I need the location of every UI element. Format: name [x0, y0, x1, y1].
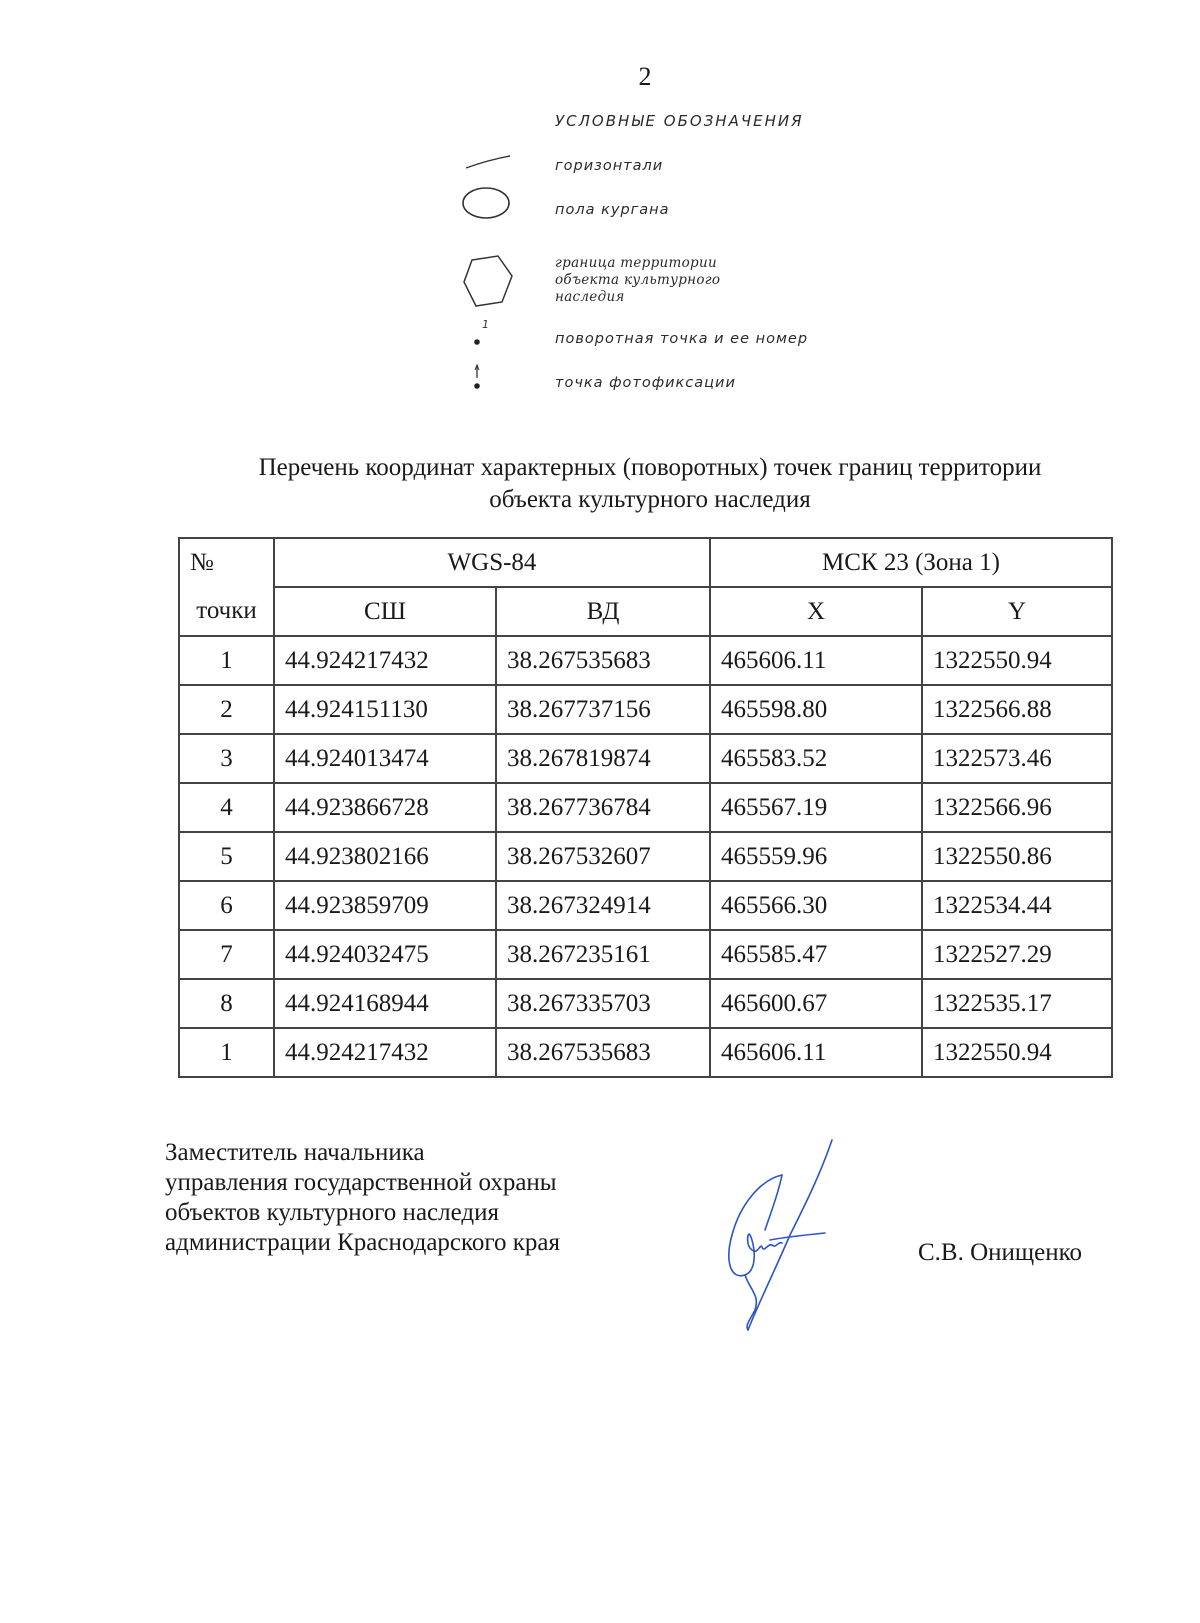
signatory-name: С.В. Онищенко	[918, 1239, 1083, 1266]
lat-cell: 44.924013474	[274, 734, 496, 783]
x-cell: 465606.11	[710, 1028, 922, 1077]
y-cell: 1322550.94	[922, 1028, 1112, 1077]
y-cell: 1322566.96	[922, 783, 1112, 832]
heading-line-2: объекта культурного наследия	[489, 486, 811, 513]
table-header-row-1	[179, 538, 1112, 587]
header-lat: СШ	[274, 587, 496, 636]
point-number-cell: 8	[179, 979, 274, 1028]
lat-cell: 44.924151130	[274, 685, 496, 734]
hexagon-icon	[460, 252, 520, 312]
header-msk23: МСК 23 (Зона 1)	[710, 538, 1112, 587]
point-number-cell: 1	[179, 1028, 274, 1077]
x-cell: 465559.96	[710, 832, 922, 881]
legend-label-contour: горизонтали	[555, 158, 664, 174]
table-row	[179, 1028, 1112, 1077]
table-row	[179, 734, 1112, 783]
point-number-label: 1	[482, 318, 489, 331]
lat-cell: 44.923866728	[274, 783, 496, 832]
table-row	[179, 881, 1112, 930]
table-header-row-2	[179, 587, 1112, 636]
signatory-position-line-3: объектов культурного наследия	[165, 1199, 499, 1226]
point-number-cell: 7	[179, 930, 274, 979]
lon-cell: 38.267819874	[496, 734, 710, 783]
header-x: X	[710, 587, 922, 636]
lon-cell: 38.267335703	[496, 979, 710, 1028]
lat-cell: 44.924217432	[274, 636, 496, 685]
table-row	[179, 930, 1112, 979]
y-cell: 1322534.44	[922, 881, 1112, 930]
table-row	[179, 979, 1112, 1028]
y-cell: 1322550.86	[922, 832, 1112, 881]
header-number-bottom: точки	[179, 587, 274, 636]
page-number: 2	[638, 62, 652, 91]
lon-cell: 38.267736784	[496, 783, 710, 832]
x-cell: 465600.67	[710, 979, 922, 1028]
legend-title: УСЛОВНЫЕ ОБОЗНАЧЕНИЯ	[555, 112, 804, 130]
coordinates-table	[178, 537, 1113, 1078]
point-number-cell: 4	[179, 783, 274, 832]
x-cell: 465583.52	[710, 734, 922, 783]
y-cell: 1322566.88	[922, 685, 1112, 734]
ellipse-icon	[460, 185, 520, 221]
x-cell: 465585.47	[710, 930, 922, 979]
point-number-cell: 6	[179, 881, 274, 930]
header-number-top: №	[179, 538, 274, 587]
table-row	[179, 685, 1112, 734]
lat-cell: 44.924217432	[274, 1028, 496, 1077]
header-lon: ВД	[496, 587, 710, 636]
y-cell: 1322550.94	[922, 636, 1112, 685]
y-cell: 1322535.17	[922, 979, 1112, 1028]
lon-cell: 38.267235161	[496, 930, 710, 979]
legend-label-photo-point: точка фотофиксации	[555, 375, 736, 391]
lon-cell: 38.267737156	[496, 685, 710, 734]
lat-cell: 44.924032475	[274, 930, 496, 979]
y-cell: 1322527.29	[922, 930, 1112, 979]
header-wgs84: WGS-84	[274, 538, 710, 587]
x-cell: 465567.19	[710, 783, 922, 832]
x-cell: 465566.30	[710, 881, 922, 930]
numbered-point-icon	[460, 318, 520, 348]
y-cell: 1322573.46	[922, 734, 1112, 783]
legend-label-mound: пола кургана	[555, 202, 670, 218]
signatory-position-line-1: Заместитель начальника	[165, 1139, 425, 1166]
table-row	[179, 783, 1112, 832]
photo-point-icon	[460, 362, 520, 392]
signatory-position-line-2: управления государственной охраны	[165, 1169, 557, 1196]
table-heading	[150, 452, 1150, 516]
legend-label-boundary: граница территории объекта культурного наследия	[555, 255, 721, 305]
heading-line-1: Перечень координат характерных (поворотных) точек границ территории	[258, 454, 1042, 481]
signatory-position-line-4: администрации Краснодарского края	[165, 1229, 561, 1256]
lon-cell: 38.267535683	[496, 636, 710, 685]
lon-cell: 38.267324914	[496, 881, 710, 930]
x-cell: 465598.80	[710, 685, 922, 734]
lon-cell: 38.267532607	[496, 832, 710, 881]
x-cell: 465606.11	[710, 636, 922, 685]
legend-label-turn-point: поворотная точка и ее номер	[555, 331, 809, 347]
table-row	[179, 636, 1112, 685]
lat-cell: 44.923859709	[274, 881, 496, 930]
contour-line-icon	[460, 152, 520, 172]
point-number-cell: 5	[179, 832, 274, 881]
lat-cell: 44.924168944	[274, 979, 496, 1028]
signature-block	[165, 1138, 560, 1258]
lat-cell: 44.923802166	[274, 832, 496, 881]
lon-cell: 38.267535683	[496, 1028, 710, 1077]
handwritten-signature	[720, 1135, 850, 1335]
point-number-cell: 1	[179, 636, 274, 685]
point-number-cell: 2	[179, 685, 274, 734]
header-y: Y	[922, 587, 1112, 636]
table-row	[179, 832, 1112, 881]
point-number-cell: 3	[179, 734, 274, 783]
